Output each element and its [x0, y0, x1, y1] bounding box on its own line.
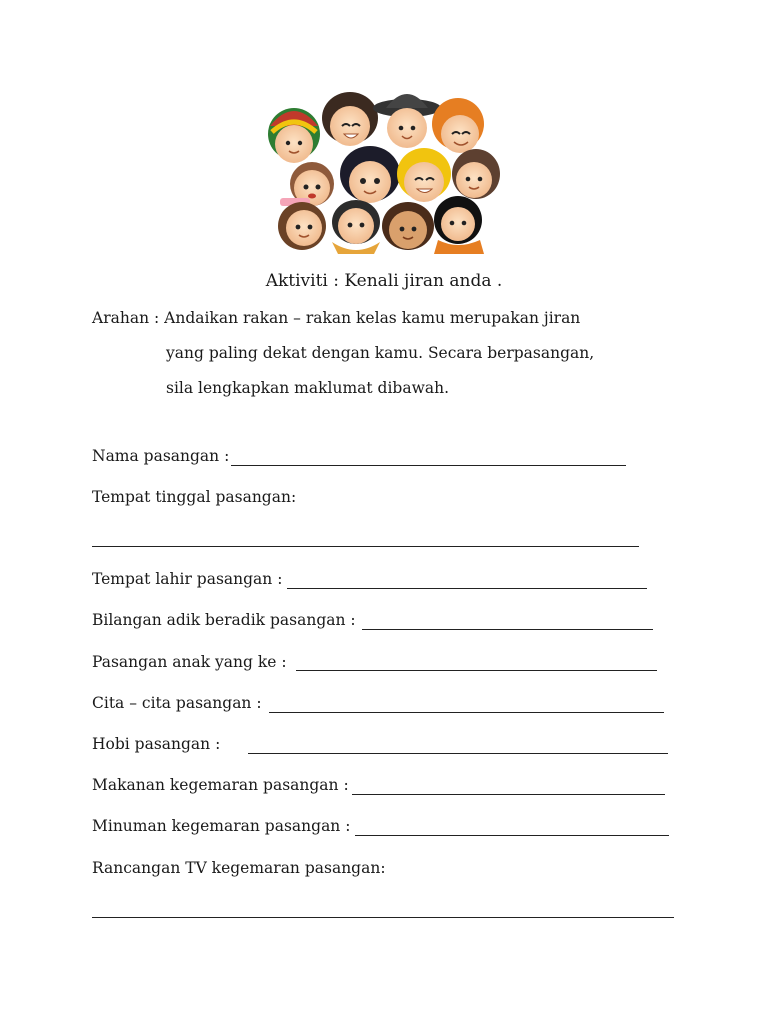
field-nama-blank[interactable] [231, 465, 626, 466]
kid-head-8 [452, 149, 500, 199]
instructions-line-3: sila lengkapkan maklumat dibawah. [166, 379, 449, 397]
field-hobi-blank[interactable] [248, 753, 668, 754]
field-cita-blank[interactable] [269, 712, 664, 713]
field-minuman-blank[interactable] [355, 835, 669, 836]
kid-head-2 [322, 92, 378, 146]
field-rancangan-tv-blank[interactable] [92, 917, 674, 918]
instructions-line-2: yang paling dekat dengan kamu. Secara berpasangan, [166, 344, 595, 362]
instructions-label: Arahan : [92, 309, 165, 327]
field-tempat-lahir-blank[interactable] [287, 588, 647, 589]
instructions-line-1 [92, 309, 580, 327]
kid-head-6 [340, 146, 400, 203]
field-tempat-tinggal-blank[interactable] [92, 546, 639, 547]
activity-title: Aktiviti : Kenali jiran anda . [265, 271, 503, 291]
kid-head-12 [434, 196, 484, 254]
kid-head-10 [332, 200, 380, 254]
kid-head-11 [382, 202, 434, 250]
field-makanan-blank[interactable] [352, 794, 665, 795]
field-bilangan-adik-blank[interactable] [362, 629, 653, 630]
field-tempat-lahir-label: Tempat lahir pasangan : [92, 570, 283, 588]
field-makanan-label: Makanan kegemaran pasangan : [92, 776, 349, 794]
kid-head-3 [373, 94, 441, 148]
instructions-text-1: Andaikan rakan – rakan kelas kamu merupakan jiran [164, 309, 581, 327]
kid-head-1 [268, 108, 320, 163]
kid-head-7 [397, 148, 451, 202]
field-minuman-label: Minuman kegemaran pasangan : [92, 817, 351, 835]
field-anak-ke-label: Pasangan anak yang ke : [92, 653, 287, 671]
field-anak-ke-blank[interactable] [296, 670, 657, 671]
field-tempat-tinggal-label: Tempat tinggal pasangan: [92, 488, 297, 506]
field-bilangan-adik-label: Bilangan adik beradik pasangan : [92, 611, 356, 629]
kid-head-5 [280, 162, 334, 206]
kid-head-4 [432, 98, 484, 153]
kid-head-9 [278, 202, 326, 250]
field-cita-label: Cita – cita pasangan : [92, 694, 262, 712]
kids-group-clipart [262, 86, 506, 256]
field-nama-label: Nama pasangan : [92, 447, 230, 465]
field-hobi-label: Hobi pasangan : [92, 735, 221, 753]
field-rancangan-tv-label: Rancangan TV kegemaran pasangan: [92, 859, 386, 877]
